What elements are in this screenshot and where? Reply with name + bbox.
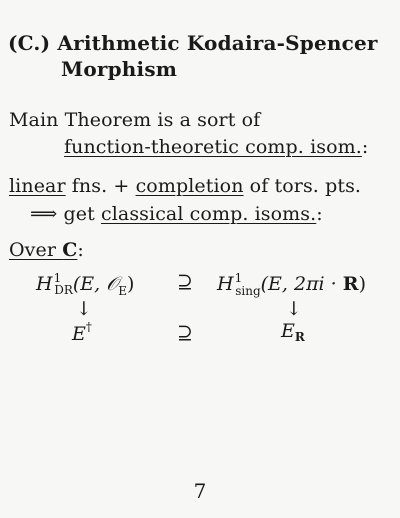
implies-symbol: ⟹ — [30, 203, 58, 225]
supseteq-bottom: ⊇ — [177, 322, 193, 344]
E-R: $E_R$ — [281, 320, 305, 344]
title-line-1: (C.) Arithmetic Kodaira-Spencer — [8, 31, 378, 55]
page-number: 7 — [193, 479, 207, 503]
de-rham-cohomology: $H^1_{DR}(E$, 𝒪$_E$) — [36, 271, 135, 298]
main-theorem-text: Main Theorem is a sort of — [9, 109, 261, 131]
comp-isom-text: function-theoretic comp. isom.: — [64, 136, 369, 158]
over-C-text: Over C: — [9, 239, 84, 261]
E-dagger: E† — [72, 320, 92, 345]
down-arrow-left-icon: ↓ — [76, 298, 92, 320]
supseteq-top: ⊇ — [177, 271, 193, 293]
singular-cohomology: $H^1_{sing}(E$, 2πi · R) — [217, 271, 366, 298]
slide-title — [8, 30, 378, 82]
classical-isom-text: ⟹ get classical comp. isoms.: — [30, 203, 323, 225]
linear-fns-text: linear fns. + completion of tors. pts. — [9, 175, 362, 197]
title-line-2: Morphism — [61, 57, 178, 81]
down-arrow-right-icon: ↓ — [286, 298, 302, 320]
